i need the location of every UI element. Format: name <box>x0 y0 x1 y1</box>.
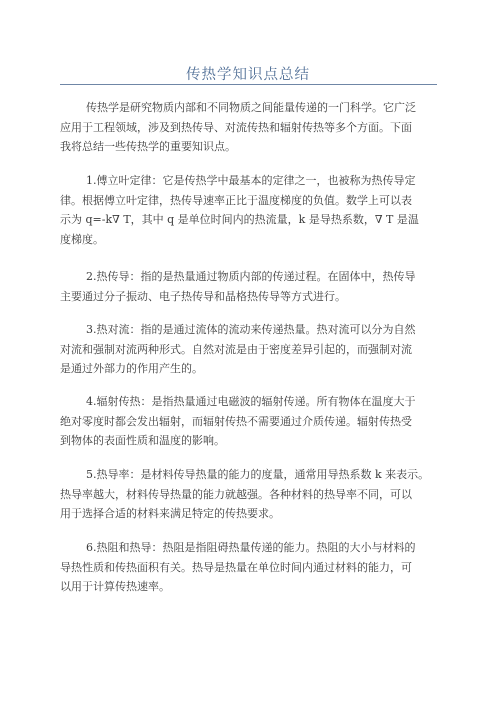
paragraph-line: 5.热导率：是材料传导热量的能力的度量，通常用导热系数 k 来表示。 <box>86 468 430 481</box>
paragraph-line: 6.热阻和热导：热阻是指阻碍热量传递的能力。热阻的大小与材料的 <box>86 541 416 554</box>
paragraph-line: 2.热传导：指的是热量通过物质内部的传递过程。在固体中，热传导 <box>86 270 416 283</box>
paragraph-line: 热导率越大，材料传导热量的能力就越强。各种材料的热导率不同，可以 <box>60 487 412 501</box>
paragraph-line: 传热学是研究物质内部和不同物质之间能量传递的一门科学。它广泛 <box>86 101 416 114</box>
paragraph-line: 3.热对流：指的是通过流体的流动来传递热量。热对流可以分为自然 <box>86 323 416 336</box>
paragraph-line: 到物体的表面性质和温度的影响。 <box>60 434 225 447</box>
paragraph-line: 应用于工程领域，涉及到热传导、对流传热和辐射传热等多个方面。下面 <box>60 120 412 134</box>
point-6-thermal-resistance <box>60 538 440 597</box>
paragraph-line: 我将总结一些传热学的重要知识点。 <box>60 140 236 153</box>
paragraph-line: 示为 q=-k∇ T，其中 q 是单位时间内的热流量，k 是导热系数，∇ T 是温 <box>60 213 419 226</box>
point-2-conduction <box>60 267 440 306</box>
paragraph-line: 主要通过分子振动、电子热传导和晶格热传导等方式进行。 <box>60 289 346 303</box>
paragraph-line: 是通过外部力的作用产生的。 <box>60 362 203 375</box>
document-title: 传热学知识点总结 <box>186 67 310 83</box>
paragraph-line: 以用于计算传热速率。 <box>60 580 170 593</box>
intro-paragraph <box>60 98 440 157</box>
paragraph-line: 对流和强制对流两种形式。自然对流是由于密度差异引起的，而强制对流 <box>60 342 412 356</box>
paragraph-line: 导热性质和传热面积有关。热导是热量在单位时间内通过材料的能力，可 <box>60 560 412 574</box>
point-3-convection <box>60 320 440 379</box>
paragraph-line: 绝对零度时都会发出辐射，而辐射传热不需要通过介质传递。辐射传热受 <box>60 414 412 428</box>
paragraph-line: 1.傅立叶定律：它是传热学中最基本的定律之一，也被称为热传导定 <box>86 174 416 187</box>
paragraph-line: 度梯度。 <box>60 232 104 246</box>
point-4-radiation <box>60 392 440 451</box>
point-5-thermal-conductivity <box>60 465 440 524</box>
paragraph-line: 4.辐射传热：是指热量通过电磁波的辐射传递。所有物体在温度大于 <box>86 395 416 408</box>
title-underline <box>60 84 437 85</box>
paragraph-line: 律。根据傅立叶定律，热传导速率正比于温度梯度的负值。数学上可以表 <box>60 193 412 207</box>
point-1-fourier-law <box>60 171 440 249</box>
paragraph-line: 用于选择合适的材料来满足特定的传热要求。 <box>60 507 280 520</box>
